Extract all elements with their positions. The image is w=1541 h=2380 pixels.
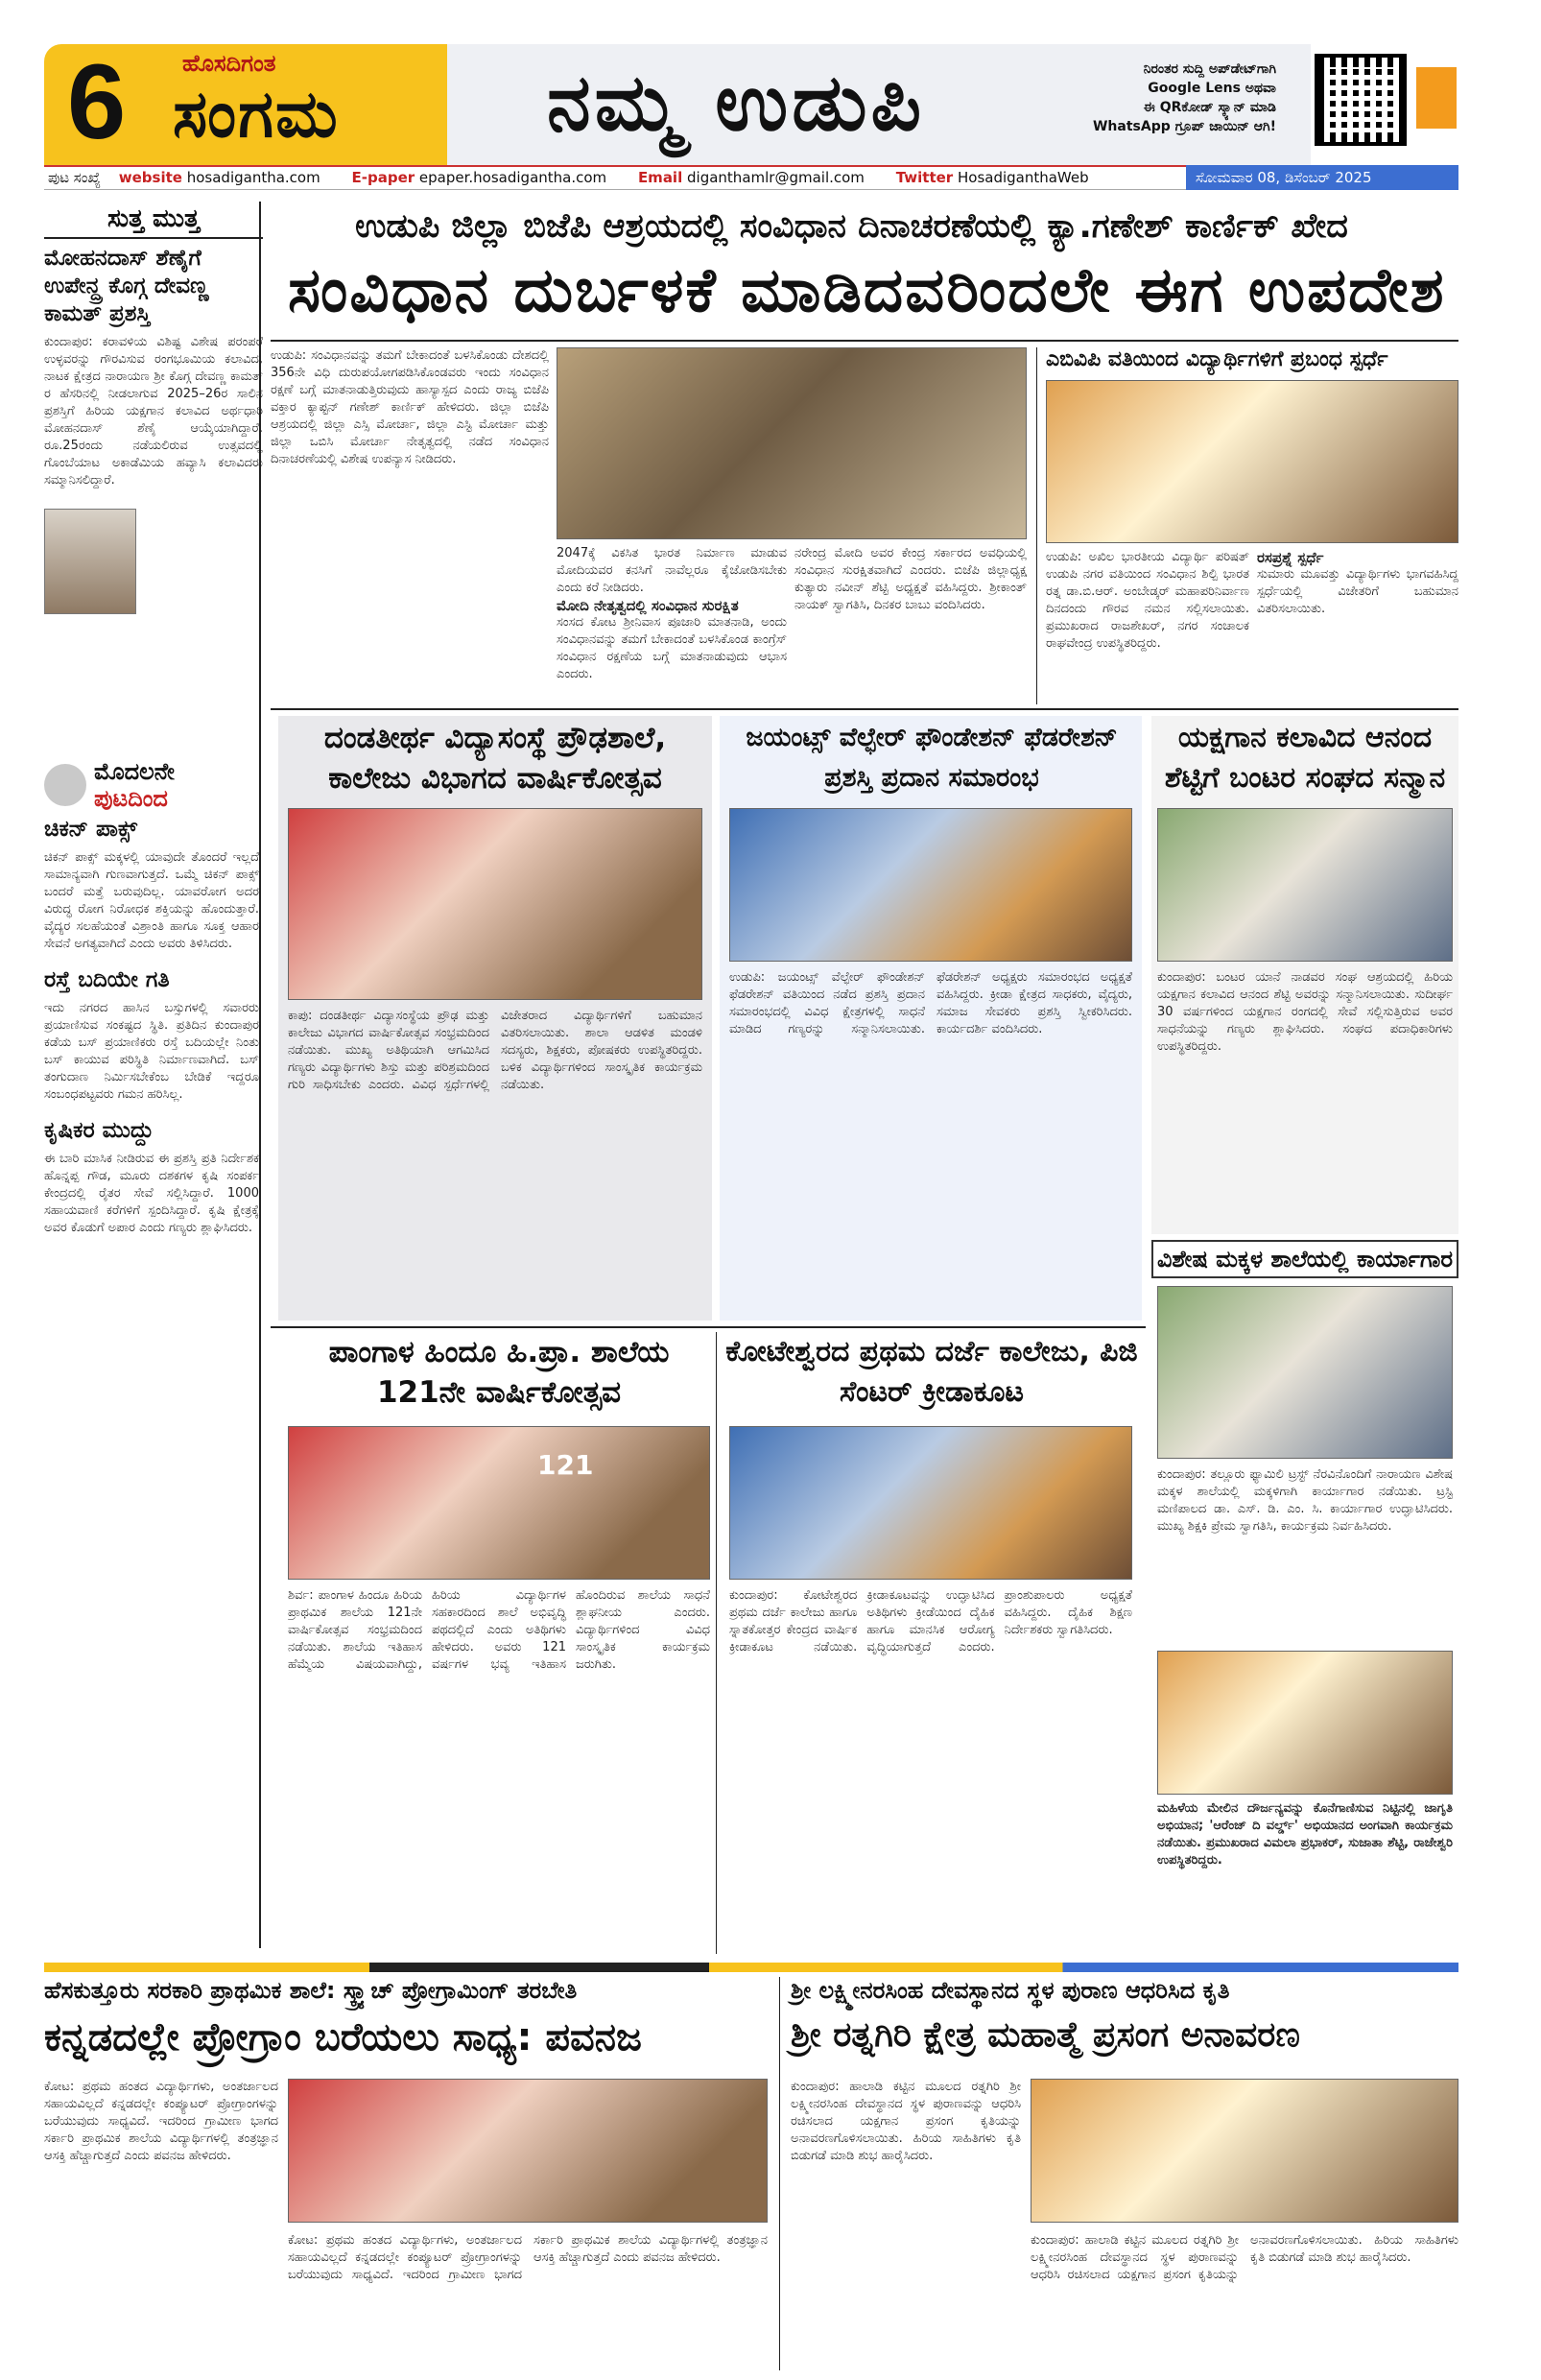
sidebar-story4-headline: ಕೃಷಿಕರ ಮುದ್ದು	[44, 1118, 154, 1143]
website-value: hosadigantha.com	[186, 169, 320, 186]
qr-text-4: WhatsApp ಗ್ರೂಪ್ ಜಾಯಿನ್ ಆಗಿ!	[1092, 119, 1276, 134]
lead-body-col1: ಉಡುಪಿ: ಸಂವಿಧಾನವನ್ನು ತಮಗೆ ಬೇಕಾದಂತೆ ಬಳಸಿಕೊಂಡು ದೇಶದಲ್ಲಿ 356ನೇ ವಿಧಿ ದುರುಪಯೋಗಪಡಿಸಿಕೊಂಡವರು ಇಂದು ಸಂವಿಧಾನ ರಕ್ಷಣೆ ಬಗ್ಗೆ ಮಾತನಾಡುತ್ತಿರುವುದು ಹಾಸ್ಯಾಸ್ಪದ ಎಂದು ರಾಜ್ಯ ಬಿಜೆಪಿ ವಕ್ತಾರ ಕ್ಯಾಪ್ಟನ್ ಗಣೇಶ್ ಕಾರ್ಣಿಕ್ ಹೇಳಿದರು. ಜಿಲ್ಲಾ ಬಿಜೆಪಿ ಆಶ್ರಯದಲ್ಲಿ ಜಿಲ್ಲಾ ಎಸ್ಸಿ ಮೋರ್ಚಾ, ಜಿಲ್ಲಾ ಎಸ್ಟಿ ಮೋರ್ಚಾ ಮತ್ತು ಜಿಲ್ಲಾ ಒಬಿಸಿ ಮೋರ್ಚಾ ನೇತೃತ್ವದಲ್ಲಿ ನಡೆದ ಸಂವಿಧಾನ ದಿನಾಚರಣೆಯಲ್ಲಿ ವಿಶೇಷ ಉಪನ್ಯಾಸ ನೀಡಿದರು.	[271, 348, 549, 466]
col-divider	[716, 1332, 717, 1954]
section-name: ಸಂಗಮ	[173, 77, 340, 153]
twitter-value: HosadiganthaWeb	[957, 169, 1089, 186]
twitter-label: Twitter	[895, 169, 954, 186]
lead-subhead: ಮೋದಿ ನೇತೃತ್ವದಲ್ಲಿ ಸಂವಿಧಾನ ಸುರಕ್ಷಿತ	[557, 597, 739, 614]
first-page-logo	[44, 758, 259, 812]
sidebar-story1-headline: ಮೋಹನದಾಸ್ ಶೆಣೈಗೆ ಉಪೇನ್ದ್ರ ಕೊಗ್ಗ ದೇವಣ್ಣ ಕಾಮತ್ ಪ್ರಶಸ್ತಿ	[44, 246, 209, 326]
column-title: ಸುತ್ತ ಮುತ್ತ	[44, 205, 263, 239]
koteshwara-photo	[729, 1426, 1132, 1580]
special-photo	[1157, 1286, 1453, 1459]
special-headline: ವಿಶೇಷ ಮಕ್ಕಳ ಶಾಲೆಯಲ್ಲಿ ಕಾರ್ಯಾಗಾರ	[1151, 1240, 1458, 1278]
yaksha-headline: ಯಕ್ಷಗಾನ ಕಲಾವಿದ ಆನಂದ ಶೆಟ್ಟಿಗೆ ಬಂಟರ ಸಂಘದ ಸನ್ಮಾನ	[1164, 721, 1446, 795]
sidebar-story4-body: ಈ ಬಾರಿ ಮಾಸಿಕ ನೀಡಿರುವ ಈ ಪ್ರಶಸ್ತಿ ಪ್ರತಿ ನಿರ್ದೇಶಕ ಹೊನ್ನಪ್ಪ ಗೌಡ, ಮೂರು ದಶಕಗಳ ಕೃಷಿ ಸಂಪರ್ಕ ಕೇಂದ್ರದಲ್ಲಿ ರೈತರ ಸೇವೆ ಸಲ್ಲಿಸಿದ್ದಾರೆ. 1000 ಸಹಾಯವಾಣಿ ಕರೆಗಳಿಗೆ ಸ್ಪಂದಿಸಿದ್ದಾರೆ. ಕೃಷಿ ಕ್ಷೇತ್ರಕ್ಕೆ ಅವರ ಕೊಡುಗೆ ಅಪಾರ ಎಂದು ಗಣ್ಯರು ಶ್ಲಾಘಿಸಿದರು.	[44, 1152, 259, 1235]
temple-body-2: ಕುಂದಾಪುರ: ಹಾಲಾಡಿ ಕಟ್ಟಿನ ಮೂಲದ ರತ್ನಗಿರಿ ಶ್ರೀ ಲಕ್ಷ್ಮೀನರಸಿಂಹ ದೇವಸ್ಥಾನದ ಸ್ಥಳ ಪುರಾಣವನ್ನು ಆಧರಿಸಿ ರಚಿಸಲಾದ ಯಕ್ಷಗಾನ ಪ್ರಸಂಗ ಕೃತಿಯನ್ನು ಅನಾವರಣಗೊಳಿಸಲಾಯಿತು. ಹಿರಿಯ ಸಾಹಿತಿಗಳು ಕೃತಿ ಬಿಡುಗಡೆ ಮಾಡಿ ಶುಭ ಹಾರೈಸಿದರು.	[1031, 2233, 1458, 2282]
danda-headline: ದಂಡತೀರ್ಥ ವಿದ್ಯಾಸಂಸ್ಥೆ ಪ್ರೌಢಶಾಲೆ, ಕಾಲೇಜು ವಿಭಾಗದ ವಾರ್ಷಿಕೋತ್ಸವ	[323, 721, 667, 796]
abvp-headline: ಎಬಿವಿಪಿ ವತಿಯಿಂದ ವಿದ್ಯಾರ್ಥಿಗಳಿಗೆ ಪ್ರಬಂಧ ಸ್ಪರ್ಧೆ	[1046, 347, 1388, 371]
sidebar-story1-body: ಕುಂದಾಪುರ: ಕರಾವಳಿಯ ವಿಶಿಷ್ಟ ವಿಶೇಷ ಪರಂಪರೆ ಉಳ್ಳವರನ್ನು ಗೌರವಿಸುವ ರಂಗಭೂಮಿಯ ಕಲಾವಿದ, ನಾಟಕ ಕ್ಷೇತ್ರದ ನಾರಾಯಣ ಶ್ರೀ ಕೊಗ್ಗ ದೇವಣ್ಣ ಕಾಮತ್ ರ ಹೆಸರಿನಲ್ಲಿ ನೀಡಲಾಗುವ 2025–26ರ ಸಾಲಿನ ಪ್ರಶಸ್ತಿಗೆ ಹಿರಿಯ ಯಕ್ಷಗಾನ ಕಲಾವಿದ ಅರ್ಥಧಾರಿ ಮೋಹನದಾಸ್ ಶೆಣೈ ಆಯ್ಕೆಯಾಗಿದ್ದಾರೆ. ರೂ.25ರಂದು ನಡೆಯಲಿರುವ ಉತ್ಸವದಲ್ಲಿ ಗೊಂಬೆಯಾಟ ಅಕಾಡೆಮಿಯ ಹವ್ಯಾಸಿ ಕಲಾವಿದರು ಸಮ್ಮಾನಿಸಲಿದ್ದಾರೆ.	[44, 335, 263, 488]
page-title: ನಮ್ಮ ಉಡುಪಿ	[547, 58, 926, 149]
pangala-photo-banner: 121	[537, 1449, 594, 1481]
qr-instructions	[1055, 60, 1276, 136]
lead-body3: ಸಂಸದ ಕೋಟ ಶ್ರೀನಿವಾಸ ಪೂಜಾರಿ ಮಾತನಾಡಿ, ಅಂದು ಸಂವಿಧಾನವನ್ನು ತಮಗೆ ಬೇಕಾದಂತೆ ಬಳಸಿಕೊಂಡ ಕಾಂಗ್ರೆಸ್ ಸಂವಿಧಾನ ರಕ್ಷಣೆಯ ಬಗ್ಗೆ ಮಾತನಾಡುವುದು ಆಭಾಸ ಎಂದರು.	[557, 615, 787, 681]
pangala-photo	[288, 1426, 710, 1580]
epaper-label: E-paper	[351, 169, 415, 186]
epaper-link[interactable]	[352, 169, 621, 186]
page-number: 6	[67, 43, 127, 161]
qr-text-1: ನಿರಂತರ ಸುದ್ದಿ ಅಪ್‌ಡೇಟ್‌ಗಾಗಿ	[1143, 61, 1276, 77]
code-photo	[288, 2079, 768, 2223]
danda-body: ಕಾಪು: ದಂಡತೀರ್ಥ ವಿದ್ಯಾಸಂಸ್ಥೆಯ ಪ್ರೌಢ ಮತ್ತು ಕಾಲೇಜು ವಿಭಾಗದ ವಾರ್ಷಿಕೋತ್ಸವ ಸಂಭ್ರಮದಿಂದ ನಡೆಯಿತು. ಮುಖ್ಯ ಅತಿಥಿಯಾಗಿ ಆಗಮಿಸಿದ ಗಣ್ಯರು ವಿದ್ಯಾರ್ಥಿಗಳು ಶಿಸ್ತು ಮತ್ತು ಪರಿಶ್ರಮದಿಂದ ಗುರಿ ಸಾಧಿಸಬೇಕು ಎಂದರು. ವಿವಿಧ ಸ್ಪರ್ಧೆಗಳಲ್ಲಿ ವಿಜೇತರಾದ ವಿದ್ಯಾರ್ಥಿಗಳಿಗೆ ಬಹುಮಾನ ವಿತರಿಸಲಾಯಿತು. ಶಾಲಾ ಆಡಳಿತ ಮಂಡಳಿ ಸದಸ್ಯರು, ಶಿಕ್ಷಕರು, ಪೋಷಕರು ಉಪಸ್ಥಿತರಿದ್ದರು. ಬಳಿಕ ವಿದ್ಯಾರ್ಥಿಗಳಿಂದ ಸಾಂಸ್ಕೃತಿಕ ಕಾರ್ಯಕ್ರಮ ನಡೆಯಿತು.	[288, 1009, 702, 1092]
lead-headline: ಸಂವಿಧಾನ ದುರ್ಬಳಕೆ ಮಾಡಿದವರಿಂದಲೇ ಈಗ ಉಪದೇಶ	[288, 255, 1446, 326]
abvp-divider	[1036, 347, 1037, 704]
website-link[interactable]	[119, 169, 334, 186]
email-label: Email	[637, 169, 683, 186]
row2-rule	[271, 1326, 1146, 1328]
temple-kicker: ಶ್ರೀ ಲಕ್ಷ್ಮೀನರಸಿಂಹ ದೇವಸ್ಥಾನದ ಸ್ಥಳ ಪುರಾಣ ಆಧರಿಸಿದ ಕೃತಿ	[791, 1977, 1230, 2004]
brand-name: ಹೊಸದಿಗಂತ	[182, 50, 276, 77]
twitter-link[interactable]	[896, 169, 1102, 186]
first-page-logo-text	[94, 758, 175, 812]
abvp-col2	[1257, 549, 1458, 702]
row1-rule	[271, 708, 1458, 710]
temple-photo	[1031, 2079, 1458, 2223]
sidebar-story3-headline: ರಸ್ತೆ ಬದಿಯೇ ಗತಿ	[44, 967, 170, 992]
abvp-body: ಉಡುಪಿ: ಅಖಿಲ ಭಾರತೀಯ ವಿದ್ಯಾರ್ಥಿ ಪರಿಷತ್ ಉಡುಪಿ ನಗರ ವತಿಯಿಂದ ಸಂವಿಧಾನ ಶಿಲ್ಪಿ ಭಾರತ ರತ್ನ ಡಾ.ಬಿ.ಆರ್. ಅಂಬೇಡ್ಕರ್ ಮಹಾಪರಿನಿರ್ವಾಣ ದಿನದಂದು ಗೌರವ ನಮನ ಸಲ್ಲಿಸಲಾಯಿತು. ಪ್ರಮುಖರಾದ ರಾಜಶೇಖರ್, ನಗರ ಸಂಚಾಲಕ ರಾಘವೇಂದ್ರ ಉಪಸ್ಥಿತರಿದ್ದರು.	[1046, 550, 1249, 651]
sidebar-story3-body: ಇದು ನಗರದ ಹಾಸಿನ ಬಸ್ಸುಗಳಲ್ಲಿ ಸವಾರರು ಪ್ರಯಾಣಿಸುವ ಸಂಕಷ್ಟದ ಸ್ಥಿತಿ. ಪ್ರತಿದಿನ ಕುಂದಾಪುರ ಕಡೆಯ ಬಸ್ ಪ್ರಯಾಣಿಕರು ರಸ್ತೆ ಬದಿಯಲ್ಲೇ ನಿಂತು ಬಸ್ ಕಾಯುವ ಪರಿಸ್ಥಿತಿ ನಿರ್ಮಾಣವಾಗಿದೆ. ಬಸ್ ತಂಗುದಾಣ ನಿರ್ಮಿಸಬೇಕೆಂಬ ಬೇಡಿಕೆ ಇದ್ದರೂ ಸಂಬಂಧಪಟ್ಟವರು ಗಮನ ಹರಿಸಿಲ್ಲ.	[44, 1001, 259, 1102]
sidebar-story2-headline: ಚಿಕನ್ ಪಾಕ್ಸ್	[44, 817, 137, 842]
pencil-icon	[44, 764, 86, 806]
giants-headline: ಜಯಂಟ್ಸ್ ವೆಲ್ಫೇರ್ ಫೌಂಡೇಶನ್ ಫೆಡರೇಶನ್ ಪ್ರಶಸ್ತಿ ಪ್ರದಾನ ಸಮಾರಂಭ	[746, 723, 1118, 793]
sidebar-lower	[44, 758, 259, 1237]
lead-kicker: ಉಡುಪಿ ಜಿಲ್ಲಾ ಬಿಜೆಪಿ ಆಶ್ರಯದಲ್ಲಿ ಸಂವಿಧಾನ ದಿನಾಚರಣೆಯಲ್ಲಿ ಕ್ಯಾ.ಗಣೇಶ್ ಕಾರ್ಣಿಕ್ ಖೇದ	[355, 207, 1348, 246]
abvp-subhead: ರಸಪ್ರಶ್ನೆ ಸ್ಪರ್ಧೆ	[1257, 549, 1324, 566]
portrait-photo	[44, 509, 136, 614]
first-page-logo-line1: ಮೊದಲನೇ	[94, 758, 175, 785]
first-page-logo-line2: ಪುಟದಿಂದ	[94, 785, 168, 812]
campaign-caption: ಮಹಿಳೆಯ ಮೇಲಿನ ದೌರ್ಜನ್ಯವನ್ನು ಕೊನೆಗಾಣಿಸುವ ನಿಟ್ಟಿನಲ್ಲಿ ಜಾಗೃತಿ ಅಭಿಯಾನ; 'ಆರೆಂಜ್ ದಿ ವರ್ಲ್ಡ್' ಅಭಿಯಾನದ ಅಂಗವಾಗಿ ಕಾರ್ಯಕ್ರಮ ನಡೆಯಿತು. ಪ್ರಮುಖರಾದ ವಿಮಲಾ ಪ್ರಭಾಕರ್, ಸುಜಾತಾ ಶೆಟ್ಟಿ, ರಾಜೇಶ್ವರಿ ಉಪಸ್ಥಿತರಿದ್ದರು.	[1157, 1801, 1453, 1868]
qr-text-2: Google Lens ಅಥವಾ	[1148, 81, 1276, 96]
website-label: website	[118, 169, 182, 186]
bottom-divider	[779, 1977, 780, 2370]
abvp-photo	[1046, 380, 1458, 543]
lead-rule	[271, 340, 1458, 342]
email-link[interactable]	[638, 169, 878, 186]
qr-text-3: ಈ QRಕೋಡ್ ಸ್ಕ್ಯಾನ್ ಮಾಡಿ	[1143, 100, 1276, 115]
giants-body: ಉಡುಪಿ: ಜಯಂಟ್ಸ್ ವೆಲ್ಫೇರ್ ಫೌಂಡೇಶನ್ ಫೆಡರೇಶನ್ ವತಿಯಿಂದ ನಡೆದ ಪ್ರಶಸ್ತಿ ಪ್ರದಾನ ಸಮಾರಂಭದಲ್ಲಿ ವಿವಿಧ ಕ್ಷೇತ್ರಗಳಲ್ಲಿ ಸಾಧನೆ ಮಾಡಿದ ಗಣ್ಯರನ್ನು ಸನ್ಮಾನಿಸಲಾಯಿತು. ಫೆಡರೇಶನ್ ಅಧ್ಯಕ್ಷರು ಸಮಾರಂಭದ ಅಧ್ಯಕ್ಷತೆ ವಹಿಸಿದ್ದರು. ಕ್ರೀಡಾ ಕ್ಷೇತ್ರದ ಸಾಧಕರು, ವೈದ್ಯರು, ಸಮಾಜ ಸೇವಕರು ಪ್ರಶಸ್ತಿ ಸ್ವೀಕರಿಸಿದರು. ಕಾರ್ಯದರ್ಶಿ ವಂದಿಸಿದರು.	[729, 970, 1132, 1036]
temple-body: ಕುಂದಾಪುರ: ಹಾಲಾಡಿ ಕಟ್ಟಿನ ಮೂಲದ ರತ್ನಗಿರಿ ಶ್ರೀ ಲಕ್ಷ್ಮೀನರಸಿಂಹ ದೇವಸ್ಥಾನದ ಸ್ಥಳ ಪುರಾಣವನ್ನು ಆಧರಿಸಿ ರಚಿಸಲಾದ ಯಕ್ಷಗಾನ ಪ್ರಸಂಗ ಕೃತಿಯನ್ನು ಅನಾವರಣಗೊಳಿಸಲಾಯಿತು. ಹಿರಿಯ ಸಾಹಿತಿಗಳು ಕೃತಿ ಬಿಡುಗಡೆ ಮಾಡಿ ಶುಭ ಹಾರೈಸಿದರು.	[791, 2080, 1021, 2163]
qr-code-pattern	[1328, 67, 1393, 132]
giants-photo	[729, 808, 1132, 962]
code-body: ಕೋಟ: ಪ್ರಥಮ ಹಂತದ ವಿದ್ಯಾರ್ಥಿಗಳು, ಅಂತರ್ಜಾಲದ ಸಹಾಯವಿಲ್ಲದೆ ಕನ್ನಡದಲ್ಲೇ ಕಂಪ್ಯೂಟರ್ ಪ್ರೋಗ್ರಾಂಗಳನ್ನು ಬರೆಯುವುದು ಸಾಧ್ಯವಿದೆ. ಇದರಿಂದ ಗ್ರಾಮೀಣ ಭಾಗದ ಸರ್ಕಾರಿ ಪ್ರಾಥಮಿಕ ಶಾಲೆಯ ವಿದ್ಯಾರ್ಥಿಗಳಲ್ಲಿ ತಂತ್ರಜ್ಞಾನ ಆಸಕ್ತಿ ಹೆಚ್ಚಾಗುತ್ತದೆ ಎಂದು ಪವನಜ ಹೇಳಿದರು.	[44, 2080, 278, 2163]
color-divider-bar	[44, 1963, 1458, 1972]
temple-headline: ಶ್ರೀ ರತ್ನಗಿರಿ ಕ್ಷೇತ್ರ ಮಹಾತ್ಮೆ ಪ್ರಸಂಗ ಅನಾವರಣ	[791, 2015, 1300, 2055]
email-value: diganthamlr@gmail.com	[687, 169, 865, 186]
abvp-body2: ಸುಮಾರು ಮೂವತ್ತು ವಿದ್ಯಾರ್ಥಿಗಳು ಭಾಗವಹಿಸಿದ್ದ ಸ್ಪರ್ಧೆಯಲ್ಲಿ ವಿಜೇತರಿಗೆ ಬಹುಮಾನ ವಿತರಿಸಲಾಯಿತು.	[1257, 567, 1458, 616]
sidebar-story2-body: ಚಿಕನ್ ಪಾಕ್ಸ್ ಮಕ್ಕಳಲ್ಲಿ ಯಾವುದೇ ತೊಂದರೆ ಇಲ್ಲದೆ ಸಾಮಾನ್ಯವಾಗಿ ಗುಣವಾಗುತ್ತದೆ. ಒಮ್ಮೆ ಚಿಕನ್ ಪಾಕ್ಸ್ ಬಂದರೆ ಮತ್ತೆ ಬರುವುದಿಲ್ಲ. ಯಾವರೋಗ ಅದರ ವಿರುದ್ಧ ರೋಗ ನಿರೋಧಕ ಶಕ್ತಿಯನ್ನು ಹೊಂದುತ್ತಾರೆ. ವೈದ್ಯರ ಸಲಹೆಯಂತೆ ವಿಶ್ರಾಂತಿ ಹಾಗೂ ಸೂಕ್ತ ಆಹಾರ ಸೇವನೆ ಅಗತ್ಯವಾಗಿದೆ ಎಂದು ಅವರು ತಿಳಿಸಿದರು.	[44, 850, 259, 951]
yaksha-body: ಕುಂದಾಪುರ: ಬಂಟರ ಯಾನೆ ನಾಡವರ ಸಂಘ ಆಶ್ರಯದಲ್ಲಿ ಹಿರಿಯ ಯಕ್ಷಗಾನ ಕಲಾವಿದ ಆನಂದ ಶೆಟ್ಟಿ ಅವರನ್ನು ಸನ್ಮಾನಿಸಲಾಯಿತು. ಸುದೀರ್ಘ 30 ವರ್ಷಗಳಿಂದ ಯಕ್ಷಗಾನ ರಂಗದಲ್ಲಿ ಸೇವೆ ಸಲ್ಲಿಸುತ್ತಿರುವ ಅವರ ಸಾಧನೆಯನ್ನು ಗಣ್ಯರು ಶ್ಲಾಘಿಸಿದರು. ಸಂಘದ ಪದಾಧಿಕಾರಿಗಳು ಉಪಸ್ಥಿತರಿದ್ದರು.	[1157, 970, 1453, 1054]
danda-photo	[288, 808, 702, 1000]
pangala-headline: ಪಾಂಗಾಳ ಹಿಂದೂ ಹಿ.ಪ್ರಾ. ಶಾಲೆಯ 121ನೇ ವಾರ್ಷಿಕೋತ್ಸವ	[328, 1335, 670, 1410]
yaksha-photo	[1157, 808, 1453, 962]
lead-body-col2	[557, 545, 787, 702]
koteshwara-headline: ಕೋಟೇಶ್ವರದ ಪ್ರಥಮ ದರ್ಜೆ ಕಾಲೇಜು, ಪಿಜಿ ಸೆಂಟರ್ ಕ್ರೀಡಾಕೂಟ	[725, 1335, 1138, 1409]
lead-photo	[557, 347, 1027, 539]
lead-body4: ನರೇಂದ್ರ ಮೋದಿ ಅವರ ಕೇಂದ್ರ ಸರ್ಕಾರದ ಅವಧಿಯಲ್ಲಿ ಸಂವಿಧಾನ ಸುರಕ್ಷಿತವಾಗಿದೆ ಎಂದರು. ಬಿಜೆಪಿ ಜಿಲ್ಲಾಧ್ಯಕ್ಷ ಕುತ್ಯಾರು ನವೀನ್ ಶೆಟ್ಟಿ ಅಧ್ಯಕ್ಷತೆ ವಹಿಸಿದ್ದರು. ಶ್ರೀಕಾಂತ್ ನಾಯಕ್ ಸ್ವಾಗತಿಸಿ, ದಿನಕರ ಬಾಬು ವಂದಿಸಿದರು.	[794, 546, 1027, 612]
code-body-2: ಕೋಟ: ಪ್ರಥಮ ಹಂತದ ವಿದ್ಯಾರ್ಥಿಗಳು, ಅಂತರ್ಜಾಲದ ಸಹಾಯವಿಲ್ಲದೆ ಕನ್ನಡದಲ್ಲೇ ಕಂಪ್ಯೂಟರ್ ಪ್ರೋಗ್ರಾಂಗಳನ್ನು ಬರೆಯುವುದು ಸಾಧ್ಯವಿದೆ. ಇದರಿಂದ ಗ್ರಾಮೀಣ ಭಾಗದ ಸರ್ಕಾರಿ ಪ್ರಾಥಮಿಕ ಶಾಲೆಯ ವಿದ್ಯಾರ್ಥಿಗಳಲ್ಲಿ ತಂತ್ರಜ್ಞಾನ ಆಸಕ್ತಿ ಹೆಚ್ಚಾಗುತ್ತದೆ ಎಂದು ಪವನಜ ಹೇಳಿದರು.	[288, 2233, 768, 2282]
lead-body2: 2047ಕ್ಕೆ ವಿಕಸಿತ ಭಾರತ ನಿರ್ಮಾಣ ಮಾಡುವ ಮೋದಿಯವರ ಕನಸಿಗೆ ನಾವೆಲ್ಲರೂ ಕೈಜೋಡಿಸಬೇಕು ಎಂದು ಕರೆ ನೀಡಿದರು.	[557, 546, 787, 595]
special-body: ಕುಂದಾಪುರ: ತಲ್ಲೂರು ಫ್ಯಾಮಿಲಿ ಟ್ರಸ್ಟ್ ನೆರವಿನೊಂದಿಗೆ ನಾರಾಯಣ ವಿಶೇಷ ಮಕ್ಕಳ ಶಾಲೆಯಲ್ಲಿ ಮಕ್ಕಳಿಗಾಗಿ ಕಾರ್ಯಾಗಾರ ನಡೆಯಿತು. ಟ್ರಸ್ಟಿ ಮಣಿಪಾಲದ ಡಾ. ಎಸ್. ಡಿ. ಎಂ. ಸಿ. ಕಾರ್ಯಾಗಾರ ಉದ್ಘಾಟಿಸಿದರು. ಮುಖ್ಯ ಶಿಕ್ಷಕಿ ಪ್ರೇಮ ಸ್ವಾಗತಿಸಿ, ಕಾರ್ಯಕ್ರಮ ನಿರ್ವಹಿಸಿದರು.	[1157, 1467, 1453, 1534]
koteshwara-body: ಕುಂದಾಪುರ: ಕೋಟೇಶ್ವರದ ಪ್ರಥಮ ದರ್ಜೆ ಕಾಲೇಜು ಹಾಗೂ ಸ್ನಾತಕೋತ್ತರ ಕೇಂದ್ರದ ವಾರ್ಷಿಕ ಕ್ರೀಡಾಕೂಟ ನಡೆಯಿತು. ಕ್ರೀಡಾಕೂಟವನ್ನು ಉದ್ಘಾಟಿಸಿದ ಅತಿಥಿಗಳು ಕ್ರೀಡೆಯಿಂದ ದೈಹಿಕ ಹಾಗೂ ಮಾನಸಿಕ ಆರೋಗ್ಯ ವೃದ್ಧಿಯಾಗುತ್ತದೆ ಎಂದರು. ಪ್ರಾಂಶುಪಾಲರು ಅಧ್ಯಕ್ಷತೆ ವಹಿಸಿದ್ದರು. ದೈಹಿಕ ಶಿಕ್ಷಣ ನಿರ್ದೇಶಕರು ಸ್ವಾಗತಿಸಿದರು.	[729, 1588, 1132, 1654]
code-headline: ಕನ್ನಡದಲ್ಲೇ ಪ್ರೋಗ್ರಾಂ ಬರೆಯಲು ಸಾಧ್ಯ: ಪವನಜ	[44, 2015, 642, 2059]
campaign-photo	[1157, 1651, 1453, 1795]
orange-block	[1416, 67, 1457, 129]
page-count-label: ಪುಟ ಸಂಖ್ಯೆ	[48, 169, 101, 186]
issue-date: ಸೋಮವಾರ 08, ಡಿಸೆಂಬರ್ 2025	[1186, 165, 1458, 190]
epaper-value: epaper.hosadigantha.com	[418, 169, 607, 186]
code-kicker: ಹೆಸಕುತ್ತೂರು ಸರಕಾರಿ ಪ್ರಾಥಮಿಕ ಶಾಲೆ: ಸ್ಕ್ರ್ಯಾಚ್ ಪ್ರೋಗ್ರಾಮಿಂಗ್ ತರಬೇತಿ	[44, 1977, 578, 2004]
pangala-body: ಶಿರ್ವ: ಪಾಂಗಾಳ ಹಿಂದೂ ಹಿರಿಯ ಪ್ರಾಥಮಿಕ ಶಾಲೆಯ 121ನೇ ವಾರ್ಷಿಕೋತ್ಸವ ಸಂಭ್ರಮದಿಂದ ನಡೆಯಿತು. ಶಾಲೆಯ ಇತಿಹಾಸ ಹೆಮ್ಮೆಯ ವಿಷಯವಾಗಿದ್ದು, ಹಿರಿಯ ವಿದ್ಯಾರ್ಥಿಗಳ ಸಹಕಾರದಿಂದ ಶಾಲೆ ಅಭಿವೃದ್ಧಿ ಪಥದಲ್ಲಿದೆ ಎಂದು ಅತಿಥಿಗಳು ಹೇಳಿದರು. ಅವರು 121 ವರ್ಷಗಳ ಭವ್ಯ ಇತಿಹಾಸ ಹೊಂದಿರುವ ಶಾಲೆಯ ಸಾಧನೆ ಶ್ಲಾಘನೀಯ ಎಂದರು. ವಿದ್ಯಾರ್ಥಿಗಳಿಂದ ವಿವಿಧ ಸಾಂಸ್ಕೃತಿಕ ಕಾರ್ಯಕ್ರಮ ಜರುಗಿತು.	[288, 1588, 710, 1672]
